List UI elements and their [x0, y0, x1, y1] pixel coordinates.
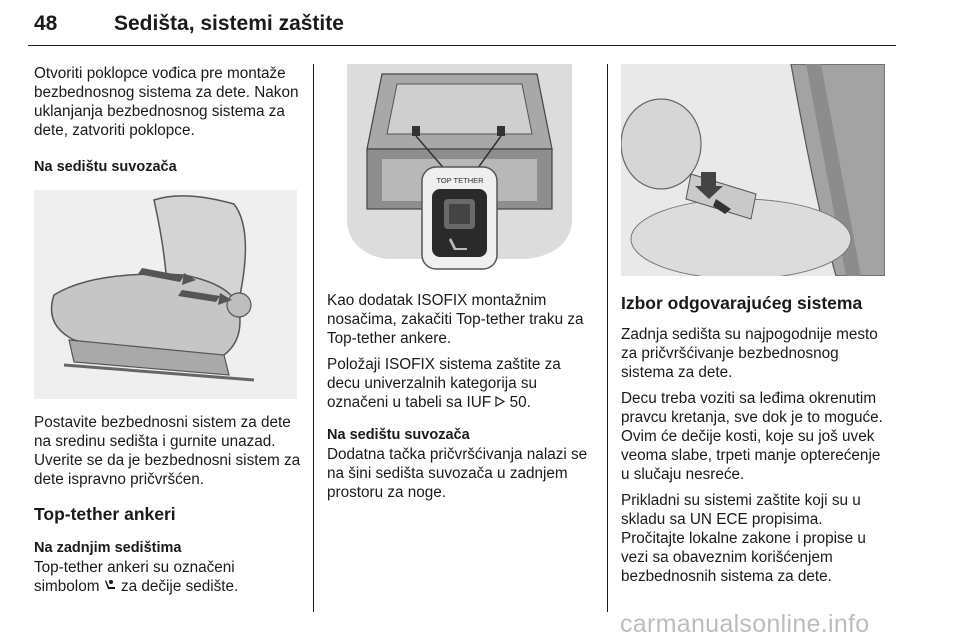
subheading-passenger-seat: Na sedištu suvozača — [34, 159, 177, 175]
rear-facing-paragraph: Decu treba voziti sa leđima okrenutim pravcu kretanja, sve dok je to moguće. Ovim će dečije kosti, koje su još uvek veoma slabe, trpeti manje opterećenje u slučaju nesreće. — [621, 390, 883, 483]
instruction-paragraph: Postavite bezbednosni sistem za dete na sredinu sedišta i gurnite unazad. Uverite se da je bezbednosni sistem za dete ispravno pričvršćen. — [34, 414, 301, 488]
subheading-passenger-seat-2: Na sedištu suvozača — [327, 427, 470, 443]
anchor-point-paragraph: Dodatna tačka pričvršćivanja nalazi se na šini sedišta suvozača u zadnjem prostoru za noge. — [327, 446, 588, 501]
top-tether-text-a: Top-tether ankeri su označeni simbolom — [34, 559, 235, 595]
iuf-paragraph — [327, 355, 595, 412]
isofix-paragraph: Kao dodatak ISOFIX montažnim nosačima, zakačiti Top-tether traku za Top-tether ankere. — [327, 292, 584, 347]
rail-anchor-illustration — [621, 64, 885, 276]
figure-top-tether — [327, 64, 592, 276]
regulations-paragraph: Prikladni su sistemi zaštite koji su u skladu sa UN ECE propisima. Pročitajte lokalne zakone i propise u vezi sa obaveznim korišćenjem bezbednosnih sistema za dete. — [621, 492, 866, 585]
header-divider — [28, 45, 896, 46]
intro-paragraph: Otvoriti poklopce vođica pre montaže bezbednosnog sistema za dete. Nakon uklanjanja bezbednosnog sistema za dete, zatvoriti poklopce. — [34, 65, 299, 139]
figure-rail-anchor — [621, 64, 885, 276]
iuf-text-a: Položaji ISOFIX sistema zaštite za decu univerzalnih kategorija su označeni u tabeli sa IUF — [327, 356, 561, 411]
top-tether-label: TOP TETHER — [436, 176, 484, 185]
subheading-rear-seats: Na zadnjim sedištima — [34, 540, 182, 556]
page-title: Sedišta, sistemi zaštite — [114, 12, 344, 35]
reference-arrow-icon — [495, 393, 505, 412]
column-1 — [34, 64, 302, 596]
top-tether-paragraph — [34, 558, 302, 596]
column-divider-1 — [313, 64, 314, 612]
seat-illustration — [34, 190, 297, 399]
watermark: carmanualsonline.info — [620, 610, 870, 638]
iuf-page-ref: 50. — [509, 394, 531, 411]
column-2 — [327, 64, 595, 502]
child-seat-icon — [104, 577, 117, 596]
heading-top-tether: Top-tether ankeri — [34, 504, 176, 524]
car-rear-illustration — [327, 64, 592, 276]
page-number: 48 — [34, 12, 58, 35]
top-tether-text-b: za dečije sedište. — [120, 578, 239, 595]
column-3 — [621, 64, 889, 586]
page-header — [28, 4, 896, 46]
rear-seats-paragraph: Zadnja sedišta su najpogodnije mesto za pričvršćivanje bezbednosnog sistema za dete. — [621, 326, 878, 381]
column-divider-2 — [607, 64, 608, 612]
heading-system-choice: Izbor odgovarajućeg sistema — [621, 293, 863, 313]
figure-seat-rail — [34, 190, 297, 399]
